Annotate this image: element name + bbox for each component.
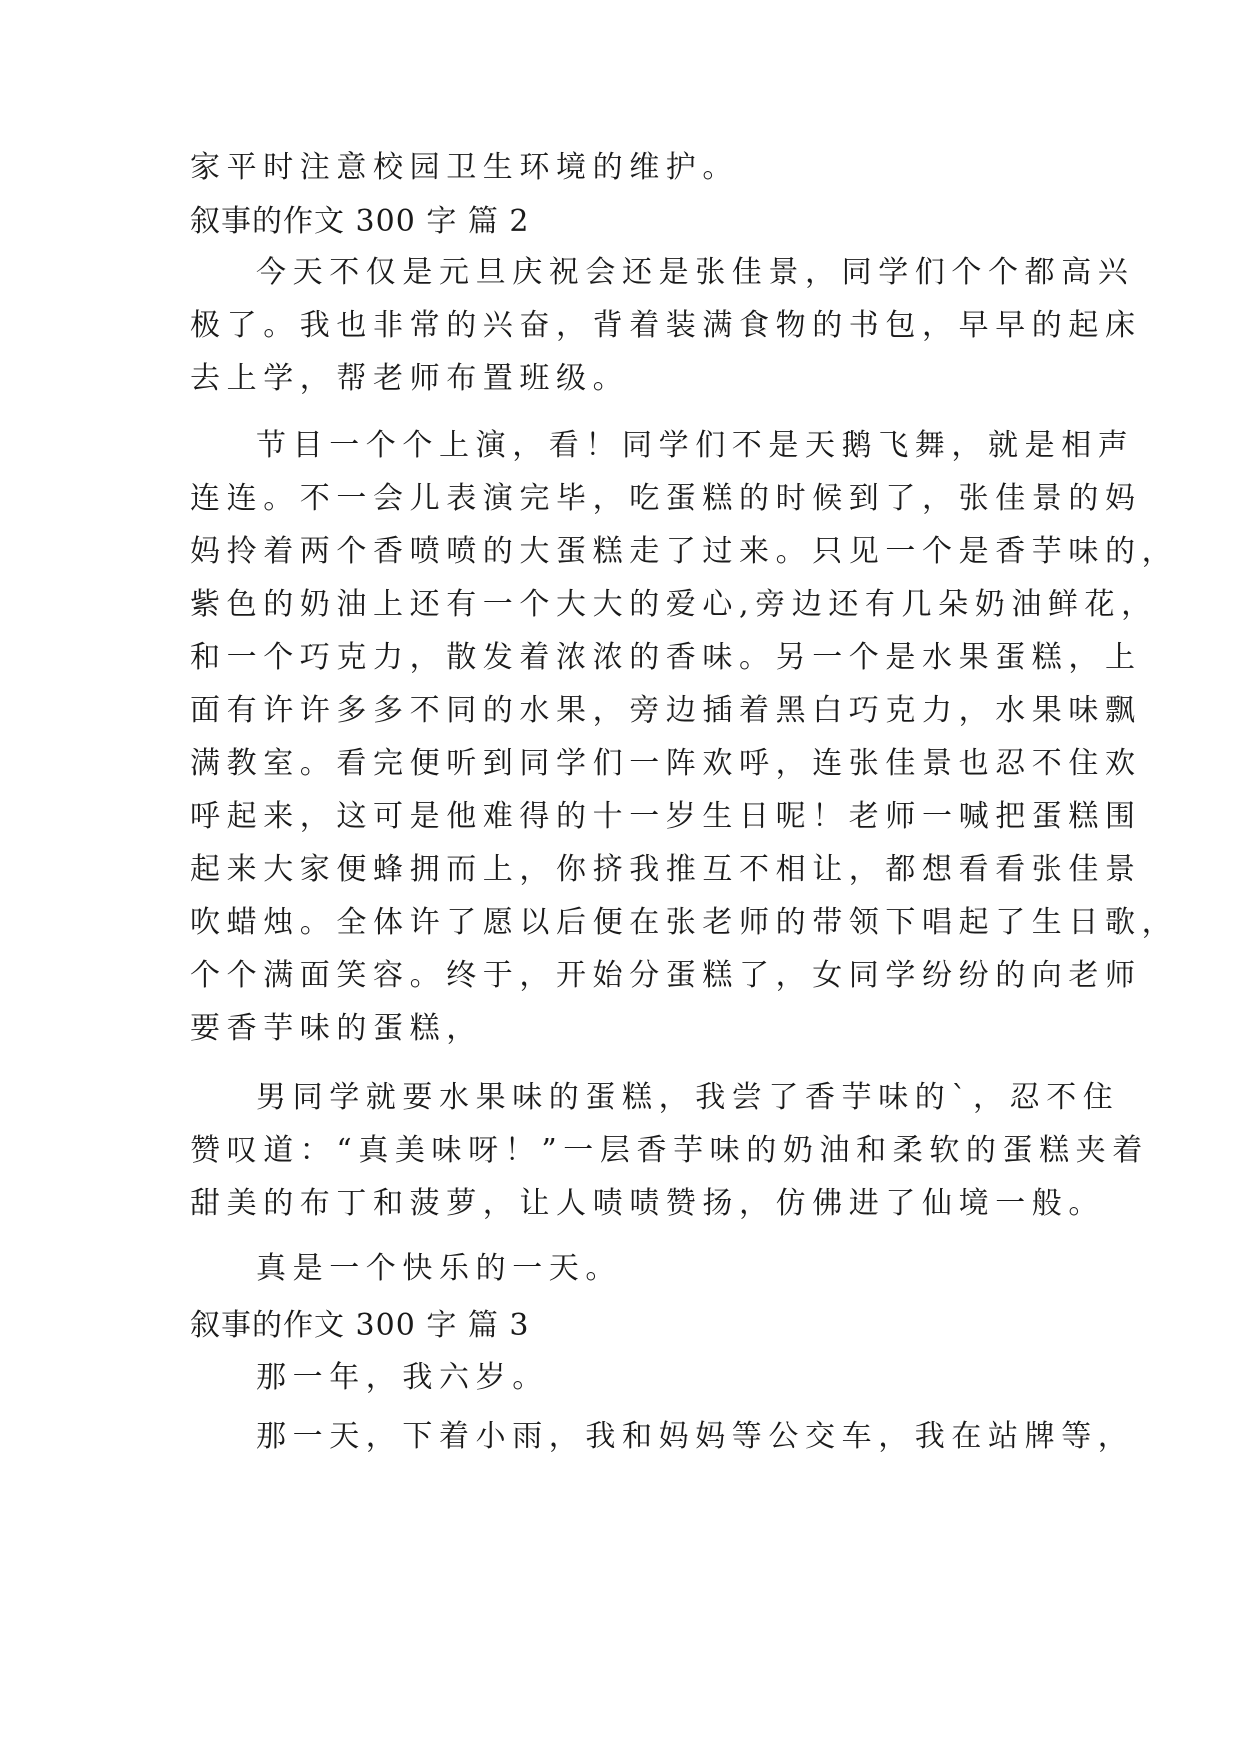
paragraph-line: 连连。不一会儿表演完毕，吃蛋糕的时候到了，张佳景的妈 [190, 481, 1142, 516]
paragraph-line: 要香芋味的蛋糕， [190, 1011, 483, 1046]
paragraph-line: 和一个巧克力，散发着浓浓的香味。另一个是水果蛋糕，上 [190, 640, 1142, 675]
paragraph-line: 紫色的奶油上还有一个大大的爱心,旁边还有几朵奶油鲜花， [190, 587, 1158, 622]
section-heading: 叙事的作文 300 字 篇 3 [190, 1308, 530, 1343]
paragraph-line: 极了。我也非常的兴奋，背着装满食物的书包，早早的起床 [190, 308, 1142, 343]
paragraph-line: 满教室。看完便听到同学们一阵欢呼，连张佳景也忍不住欢 [190, 746, 1142, 781]
paragraph-line: 家平时注意校园卫生环境的维护。 [190, 150, 739, 185]
paragraph-line: 男同学就要水果味的蛋糕，我尝了香芋味的`，忍不住 [256, 1080, 1120, 1115]
paragraph-line: 甜美的布丁和菠萝，让人啧啧赞扬，仿佛进了仙境一般。 [190, 1186, 1105, 1221]
paragraph-line: 真是一个快乐的一天。 [256, 1251, 622, 1286]
paragraph-line: 呼起来，这可是他难得的十一岁生日呢！老师一喊把蛋糕围 [190, 799, 1142, 834]
paragraph-line: 面有许许多多不同的水果，旁边插着黑白巧克力，水果味飘 [190, 693, 1142, 728]
paragraph-line: 那一天，下着小雨，我和妈妈等公交车，我在站牌等， [256, 1419, 1135, 1454]
paragraph-line: 妈拎着两个香喷喷的大蛋糕走了过来。只见一个是香芋味的， [190, 534, 1179, 569]
paragraph-line: 去上学，帮老师布置班级。 [190, 361, 630, 396]
paragraph-line: 吹蜡烛。全体许了愿以后便在张老师的带领下唱起了生日歌， [190, 905, 1179, 940]
paragraph-line: 个个满面笑容。终于，开始分蛋糕了，女同学纷纷的向老师 [190, 958, 1142, 993]
paragraph-line: 起来大家便蜂拥而上，你挤我推互不相让，都想看看张佳景 [190, 852, 1142, 887]
section-heading: 叙事的作文 300 字 篇 2 [190, 204, 530, 239]
paragraph-line: 那一年，我六岁。 [256, 1360, 549, 1395]
paragraph-line: 今天不仅是元旦庆祝会还是张佳景，同学们个个都高兴 [256, 255, 1135, 290]
paragraph-line: 节目一个个上演，看！同学们不是天鹅飞舞，就是相声 [256, 428, 1135, 463]
paragraph-line: 赞叹道：“真美味呀！”一层香芋味的奶油和柔软的蛋糕夹着 [190, 1133, 1149, 1168]
